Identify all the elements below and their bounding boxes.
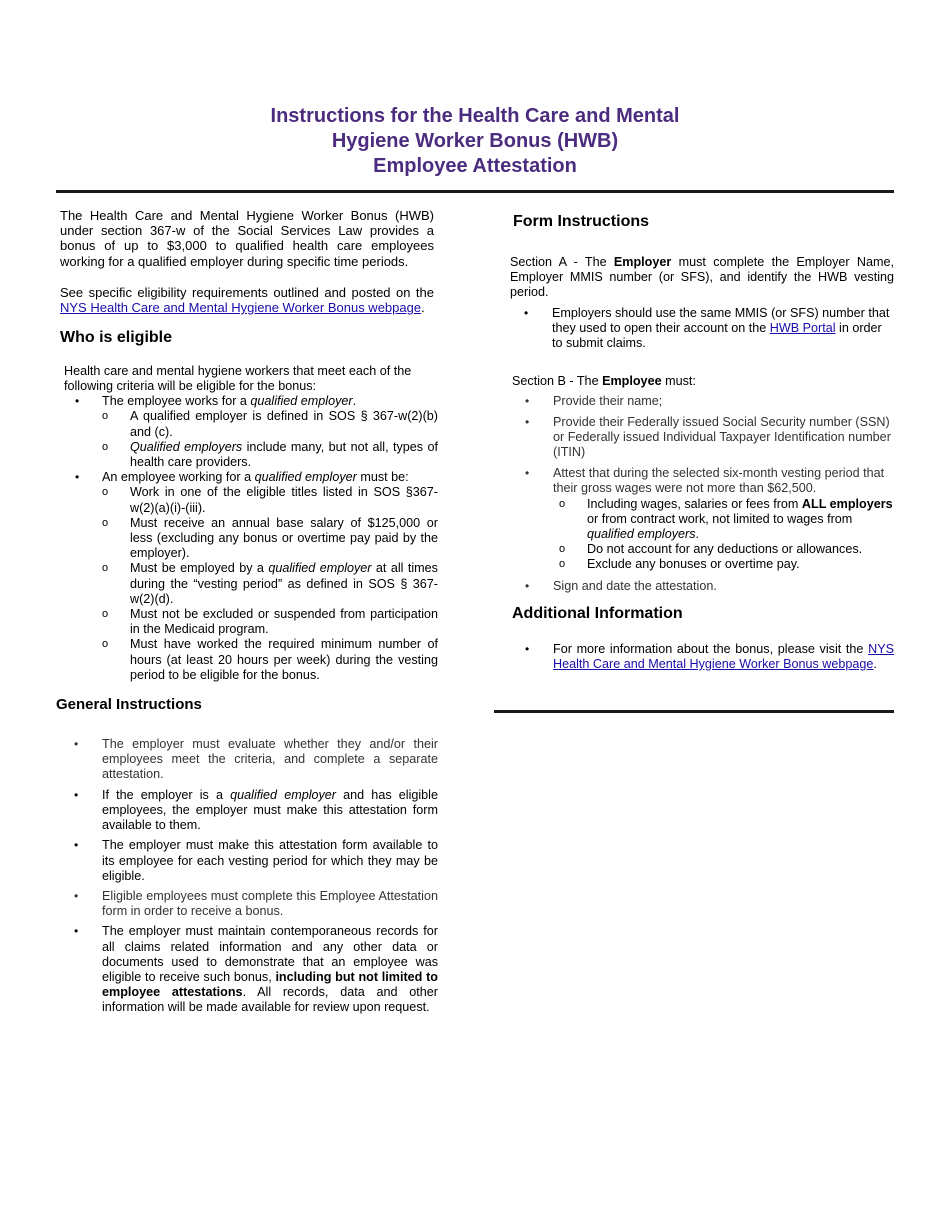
- eligibility-list: [56, 394, 438, 683]
- list-item: • An employee working for a qualified employer must be:: [75, 470, 409, 485]
- list-item: • The employer must make this attestation form available to its employee for each vesting period for which they may be eligible.: [74, 838, 438, 883]
- sub-bullet-icon: o: [102, 516, 109, 529]
- list-item: o Including wages, salaries or fees from ALL employers or from contract work, not limited to wages from qualified employers.: [559, 496, 893, 542]
- list-item: o Work in one of the eligible titles listed in SOS §367-w(2)(a)(i)-(iii).: [102, 485, 438, 515]
- list-item: o Do not account for any deductions or allowances.: [559, 542, 863, 557]
- form-instructions-heading: Form Instructions: [513, 213, 650, 230]
- list-item: • The employer must maintain contemporaneous records for all claims related information and any other data or documents used to demonstrate that an employee was eligible to receive such bonus, including but not limited to employee attestations. All records, data and other information will be made available for review upon request.: [74, 924, 439, 1015]
- list-item: • Employers should use the same MMIS (or SFS) number that they used to open their account on the HWB Portal in order to submit claims.: [524, 305, 890, 351]
- title-line-2: Hygiene Worker Bonus (HWB): [331, 130, 619, 152]
- sub-bullet-icon: o: [102, 486, 109, 499]
- bottom-divider: [494, 710, 894, 713]
- who-is-eligible-heading: Who is eligible: [60, 329, 173, 347]
- sub-bullet-icon: o: [102, 638, 109, 651]
- list-item: o Exclude any bonuses or overtime pay.: [559, 557, 800, 572]
- general-instructions-list: [56, 737, 438, 1015]
- section-b-list: [510, 394, 894, 593]
- title-line-3: Employee Attestation: [373, 155, 577, 177]
- list-item: • Sign and date the attestation.: [525, 578, 717, 593]
- list-item: • Provide their name;: [525, 394, 663, 409]
- list-item: • If the employer is a qualified employer and has eligible employees, the employer must make this attestation form available to them.: [74, 787, 438, 833]
- list-item: • Eligible employees must complete this Employee Attestation form in order to receive a bonus.: [74, 888, 438, 919]
- list-item: o A qualified employer is defined in SOS § 367-w(2)(b) and (c).: [102, 409, 438, 439]
- list-item: • The employee works for a qualified employer.: [75, 394, 357, 409]
- bullet-icon: •: [74, 787, 79, 802]
- bullet-icon: •: [525, 578, 530, 593]
- list-item: • Provide their Federally issued Social Security number (SSN) or Federally issued Individual Taxpayer Identification number (ITIN): [525, 414, 891, 460]
- page-title: [0, 104, 950, 179]
- list-item: • For more information about the bonus, please visit the NYS Health Care and Mental Hygiene Worker Bonus webpage.: [525, 641, 894, 672]
- bullet-icon: •: [74, 838, 79, 853]
- right-column: [510, 212, 894, 672]
- list-item: • Attest that during the selected six-month vesting period that their gross wages were not more than $62,500.: [525, 466, 885, 496]
- bullet-icon: •: [74, 737, 79, 752]
- sub-bullet-icon: o: [102, 410, 109, 423]
- section-a-paragraph: Section A - The Employer must complete the Employer Name, Employer MMIS number (or SFS), and identify the HWB vesting period.: [510, 255, 894, 300]
- sub-bullet-icon: o: [559, 558, 566, 571]
- sub-bullet-icon: o: [102, 440, 109, 453]
- sub-bullet-icon: o: [559, 497, 566, 510]
- title-line-1: Instructions for the Health Care and Mental: [270, 105, 680, 127]
- list-item: o Must receive an annual base salary of $125,000 or less (excluding any bonus or overtime pay paid by the employer).: [102, 515, 438, 561]
- eligibility-link-paragraph: See specific eligibility requirements outlined and posted on the NYS Health Care and Mental Hygiene Worker Bonus webpage.: [60, 284, 434, 316]
- list-item: o Must be employed by a qualified employer at all times during the “vesting period” as defined in SOS § 367-w(2)(d).: [102, 561, 438, 606]
- bullet-icon: •: [525, 394, 530, 409]
- left-column: [56, 208, 438, 1016]
- bullet-icon: •: [525, 414, 530, 429]
- list-item: o Must not be excluded or suspended from participation in the Medicaid program.: [102, 607, 438, 637]
- general-instructions-heading: General Instructions: [56, 696, 202, 714]
- sub-bullet-icon: o: [102, 608, 109, 621]
- bullet-icon: •: [75, 470, 80, 485]
- list-item: o Must have worked the required minimum number of hours (at least 20 hours per week) during the vesting period to be eligible for the bonus.: [102, 637, 438, 682]
- list-item: o Qualified employers include many, but not all, types of health care providers.: [102, 439, 438, 470]
- section-b-paragraph: Section B - The Employee must:: [512, 374, 696, 389]
- list-item: • The employer must evaluate whether they and/or their employees meet the criteria, and complete a separate attestation.: [74, 737, 438, 782]
- hwb-webpage-link[interactable]: NYS Health Care and Mental Hygiene Worker Bonus webpage: [60, 300, 422, 316]
- bullet-icon: •: [525, 641, 530, 656]
- bullet-icon: •: [75, 394, 80, 409]
- additional-information-heading: Additional Information: [512, 604, 683, 622]
- sub-bullet-icon: o: [559, 543, 566, 556]
- bullet-icon: •: [74, 924, 79, 939]
- bullet-icon: •: [74, 888, 79, 903]
- eligible-lead: Health care and mental hygiene workers that meet each of the following criteria will be eligible for the bonus:: [64, 364, 412, 394]
- intro-paragraph: The Health Care and Mental Hygiene Worker Bonus (HWB) under section 367-w of the Social Services Law provides a bonus of up to $3,000 to qualified health care employees working for a qualified employer during specific time periods.: [60, 208, 434, 269]
- bullet-icon: •: [524, 305, 529, 320]
- sub-bullet-icon: o: [102, 562, 109, 575]
- hwb-webpage-link-2[interactable]: NYS Health Care and Mental Hygiene Worker Bonus webpage: [553, 641, 894, 672]
- hwb-portal-link[interactable]: HWB Portal: [769, 320, 836, 335]
- bullet-icon: •: [525, 466, 530, 481]
- top-divider: [56, 190, 894, 193]
